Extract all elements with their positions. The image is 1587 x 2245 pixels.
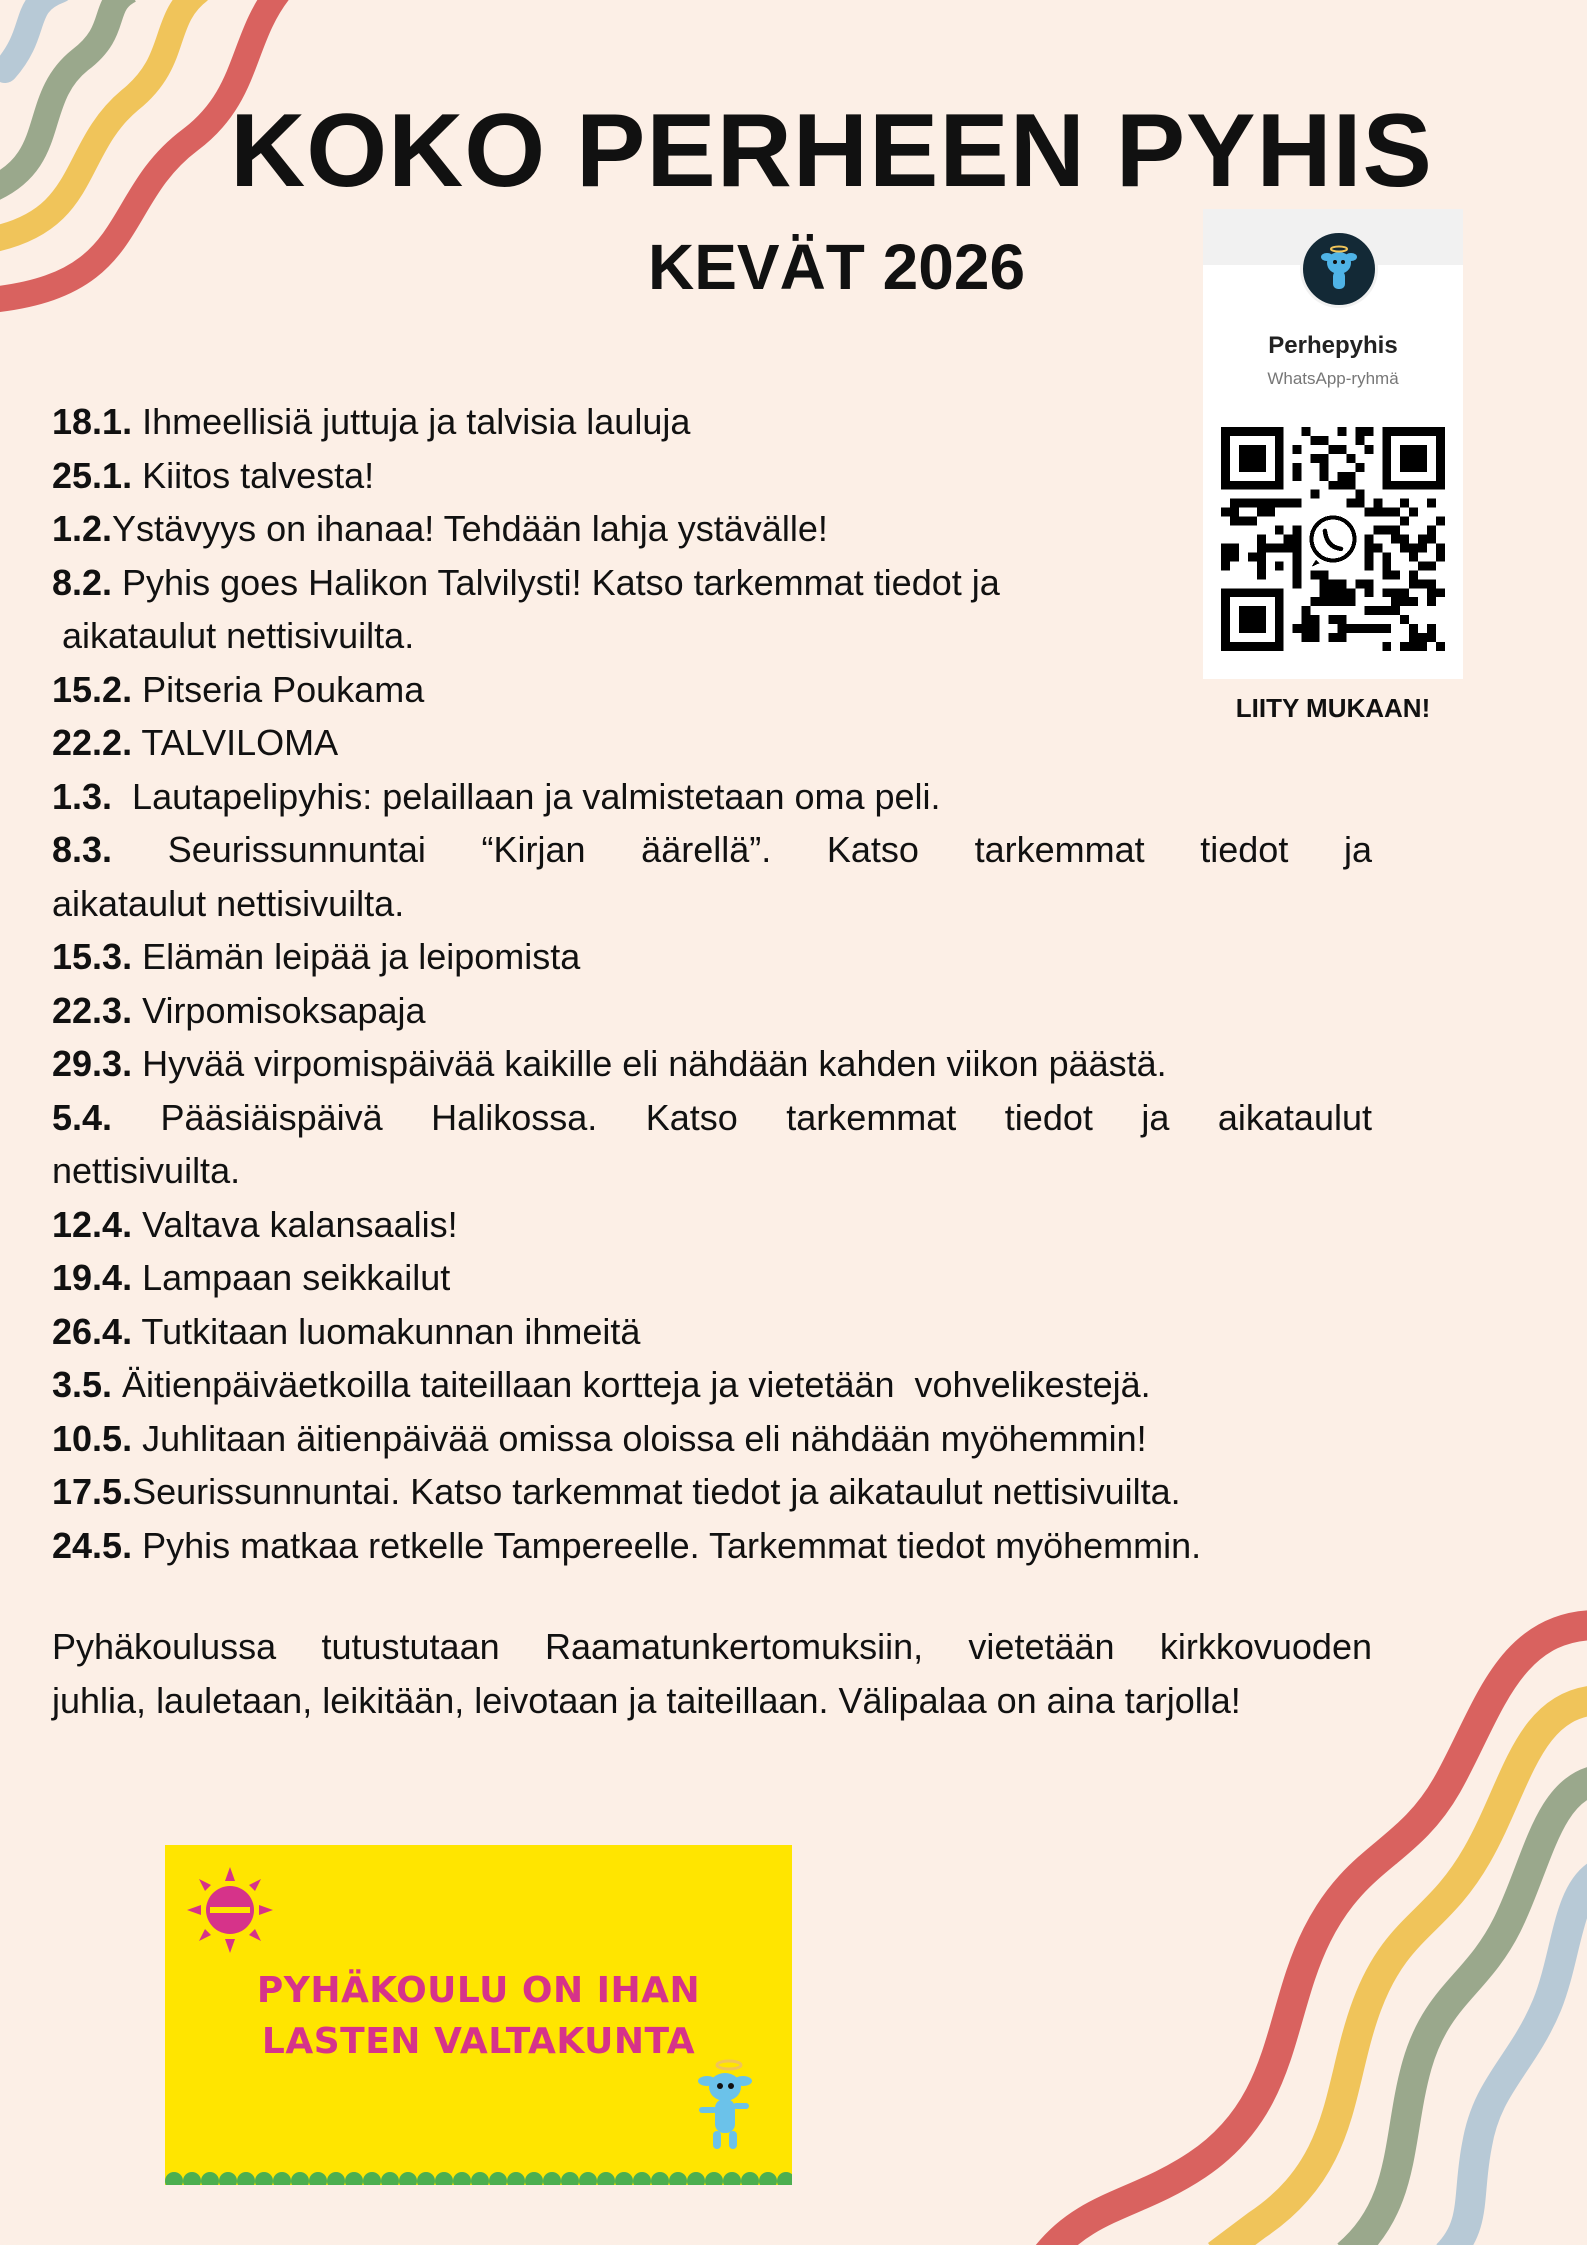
schedule-item [52,1305,1372,1359]
schedule-text: Ystävyys on ihanaa! Tehdään lahja ystävälle! [112,508,828,549]
schedule-date: 8.2. [52,561,113,603]
schedule-text: TALVILOMA [132,722,339,763]
description-line-1: Pyhäkoulussa tutustutaan Raamatunkertomuksiin, vietetään kirkkovuoden [52,1626,1372,1667]
schedule-item [52,1465,1372,1519]
promo-banner [165,1845,792,2185]
schedule-item [52,1251,1372,1305]
schedule-date: 26.4. [52,1310,133,1352]
schedule-text: Virpomisoksapaja [132,989,426,1031]
join-label: LIITY MUKAAN! [1235,693,1431,723]
schedule-item [52,984,1372,1038]
schedule-date: 3.5. [52,1364,113,1405]
schedule-date: 12.4. [52,1203,133,1245]
schedule-text: Äitienpäiväetkoilla taiteillaan kortteja ja vietetään vohvelikestejä. [112,1364,1151,1405]
schedule-item [52,1358,1372,1412]
whatsapp-group-type: WhatsApp-ryhmä [1267,369,1399,388]
schedule-text: Pyhis matkaa retkelle Tampereelle. Tarkemmat tiedot myöhemmin. [132,1524,1202,1566]
schedule-date: 19.4. [52,1257,133,1298]
mascot-avatar-icon [1300,230,1378,308]
sun-icon [185,1865,275,1955]
schedule-date: 8.3. [52,829,113,870]
schedule-item [52,716,1372,770]
schedule-date: 22.3. [52,989,133,1031]
schedule-text: Hyvää virpomispäivää kaikille eli nähdään kahden viikon päästä. [132,1043,1167,1084]
schedule-date: 24.5. [52,1524,133,1566]
schedule-text: Seurissunnuntai. Katso tarkemmat tiedot ja aikataulut nettisivuilta. [132,1471,1181,1512]
schedule-date: 22.2. [52,722,133,763]
schedule-item [52,930,1372,984]
schedule-date: 15.3. [52,936,133,977]
whatsapp-group-name: Perhepyhis [1268,332,1398,359]
schedule-text: Elämän leipää ja leipomista [132,936,581,977]
schedule-item [52,1198,1372,1252]
schedule-item [52,663,1372,717]
schedule-text: Pääsiäispäivä Halikossa. Katso tarkemmat tiedot ja aikataulut [112,1096,1372,1138]
schedule-item [52,1412,1372,1466]
schedule-item [52,556,1372,610]
schedule-item [52,395,1372,449]
schedule-text: Pitseria Poukama [132,668,425,710]
schedule-item [52,502,1372,556]
schedule-item [52,449,1372,503]
page-subtitle: KEVÄT 2026 [647,231,1026,303]
schedule-text: Lautapelipyhis: pelaillaan ja valmistetaan oma peli. [112,775,941,817]
schedule-date: 5.4. [52,1096,113,1138]
page-title: KOKO PERHEEN PYHIS [230,93,1433,209]
schedule-text: Seurissunnuntai “Kirjan äärellä”. Katso tarkemmat tiedot ja [112,829,1372,870]
schedule-item [52,770,1372,824]
schedule-text: Juhlitaan äitienpäivää omissa oloissa eli nähdään myöhemmin! [132,1417,1147,1459]
schedule-date: 29.3. [52,1043,133,1084]
schedule-item [52,823,1372,877]
schedule-list [52,395,1372,1572]
schedule-date: 25.1. [52,454,133,496]
banner-line-1: PYHÄKOULU ON IHAN [256,1970,701,2011]
schedule-date: 10.5. [52,1417,133,1459]
schedule-text: Valtava kalansaalis! [132,1203,458,1245]
schedule-text-continued: aikataulut nettisivuilta. [52,615,415,656]
description-line-2: juhlia, lauletaan, leikitään, leivotaan ja taiteillaan. Välipalaa on aina tarjolla! [52,1680,1241,1721]
schedule-date: 18.1. [52,401,133,442]
schedule-text: Kiitos talvesta! [132,454,375,496]
schedule-text: Lampaan seikkailut [132,1257,451,1298]
schedule-text-continued: aikataulut nettisivuilta. [52,882,405,924]
mascot-icon [685,2055,765,2165]
schedule-date: 1.2. [52,508,113,549]
banner-line-2: LASTEN VALTAKUNTA [261,2021,696,2062]
schedule-text: Tutkitaan luomakunnan ihmeitä [132,1310,641,1352]
schedule-date: 17.5. [52,1471,133,1512]
schedule-item [52,1519,1372,1573]
schedule-item [52,1037,1372,1091]
schedule-item [52,1091,1372,1145]
grass-border [165,2165,792,2185]
schedule-text-continued: nettisivuilta. [52,1150,241,1191]
description-paragraph [52,1620,1372,1728]
schedule-text: Ihmeellisiä juttuja ja talvisia lauluja [132,401,691,442]
schedule-date: 1.3. [52,775,113,817]
schedule-date: 15.2. [52,668,133,710]
schedule-text: Pyhis goes Halikon Talvilysti! Katso tarkemmat tiedot ja [112,561,1000,603]
